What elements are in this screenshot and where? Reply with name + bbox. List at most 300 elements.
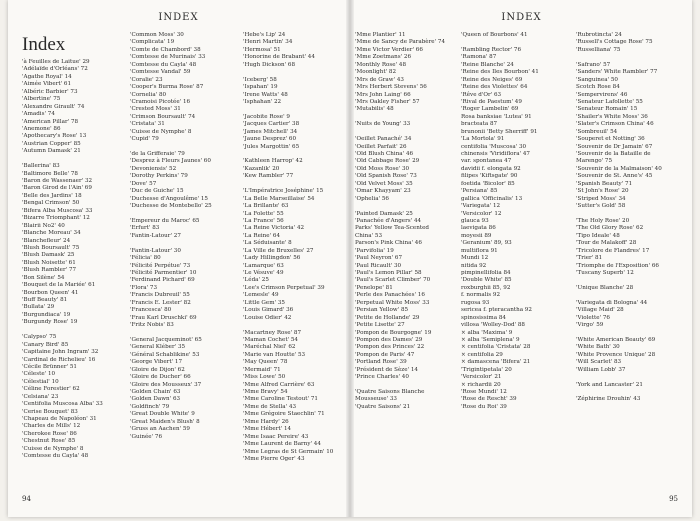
index-entry: Mousseuse' 33	[355, 396, 397, 403]
index-entry: filipes 'Kiftsgate' 90	[461, 173, 518, 180]
index-entry: 'Dove' 57	[130, 180, 157, 187]
index-entry: 'Alexandre Girault' 74	[22, 103, 85, 110]
index-entry: 'Duchesse d'Angoulême' 15	[130, 195, 208, 202]
index-entry: 'William Lobb' 37	[576, 366, 626, 373]
index-entry: 'Common Moss' 30	[130, 32, 184, 38]
index-entry: 'Fantin-Latour' 27	[130, 232, 181, 239]
index-entry: 'Triomphe de l'Exposition' 66	[576, 262, 659, 269]
left-page	[8, 0, 349, 517]
index-entry: 'Albertine' 75	[22, 96, 61, 103]
index-entry: 'Bizarre Triomphant' 12	[22, 215, 90, 222]
index-column	[130, 32, 212, 441]
index-entry: × alba 'Semiplena' 9	[461, 336, 520, 343]
index-entry: 'Guinée' 76	[130, 433, 163, 440]
index-entry: 'Centifolia Muscosa Alba' 33	[22, 401, 103, 408]
index-entry: 'Souperet et Notting' 36	[576, 136, 645, 143]
index-entry: 'Senateur Romain' 15	[576, 106, 638, 113]
index-entry: 'Président de Sèze' 14	[355, 366, 418, 373]
index-entry: 'Anemone' 86	[22, 125, 61, 132]
index-entry: 'White Provence Unique' 28	[576, 351, 656, 358]
index-entry: 'Cardinal de Richelieu' 16	[22, 356, 96, 363]
index-entry: 'Francesca' 80	[130, 307, 172, 314]
index-entry: 'Autumn Damask' 21	[22, 148, 81, 155]
index-letter-gap	[130, 240, 212, 247]
index-entry: × richardii 20	[461, 381, 501, 388]
index-entry: davidii f. elongata 92	[461, 165, 521, 172]
index-entry: 'Perpetual White Moss' 33	[355, 299, 430, 306]
index-entry: 'Devoniensis' 52	[130, 165, 177, 172]
index-entry: 'Tipo Ideale' 48	[576, 232, 620, 239]
index-entry: 'Shailer's White Moss' 36	[576, 113, 648, 120]
index-letter-gap	[576, 277, 662, 284]
index-entry: 'Bifera Alba Muscosa' 33	[22, 207, 93, 214]
index-entry: moyesii 89	[461, 232, 492, 239]
index-entry: 'Charles de Mills' 12	[22, 423, 81, 430]
index-entry: 'Persiana' 85	[461, 188, 498, 195]
index-entry: 'Pompon des Princes' 22	[355, 344, 425, 351]
index-entry: 'Versicolor' 12	[461, 210, 502, 217]
index-entry: 'Old Velvet Moss' 35	[355, 180, 413, 187]
index-entry: 'Iceberg' 58	[243, 76, 277, 83]
index-entry: 'Cerise Bouquet' 83	[22, 408, 78, 415]
index-entry: 'Kew Rambler' 77	[243, 173, 294, 180]
index-entry: 'Will Scarlet' 83	[576, 359, 622, 366]
index-entry: 'Capitaine John Ingram' 32	[22, 349, 99, 356]
index-entry: 'Cristata' 31	[130, 121, 165, 128]
index-entry: 'Sutter's Gold' 58	[576, 203, 626, 210]
index-entry: 'Violette' 76	[576, 314, 610, 321]
index-entry: 'Maman Cochet' 54	[243, 336, 298, 343]
index-entry: 'Unique Blanche' 28	[576, 284, 634, 291]
index-entry: 'Blush Rambler' 77	[22, 267, 77, 274]
index-entry: × alba 'Maxima' 9	[461, 329, 513, 336]
index-entry: 'Moonlight' 82	[355, 69, 397, 76]
index-entry: 'Oeillet Parfait' 26	[355, 143, 407, 150]
index-entry: 'Agathe Royal' 14	[22, 73, 72, 80]
index-entry: 'Mme Victor Verdier' 66	[355, 46, 423, 53]
index-entry: 'Général Schablikine' 53	[130, 351, 200, 358]
index-entry: pimpinellifolia 84	[461, 270, 511, 276]
index-entry: 'Félicité Perpétue' 73	[130, 262, 191, 269]
index-entry: 'Aimée Vibert' 61	[22, 81, 72, 88]
index-entry: 'Rose du Roi' 39	[461, 403, 507, 410]
index-entry: 'Persian Yellow' 85	[355, 307, 409, 314]
index-letter-gap	[243, 151, 333, 158]
index-entry: 'Maréchal Niel' 62	[243, 344, 296, 351]
index-entry: 'La Séduisante' 8	[243, 240, 292, 247]
index-entry: 'Gruss an Aachen' 59	[130, 426, 190, 433]
index-entry: f. normalis 92	[461, 292, 501, 299]
index-entry: 'General Jacqueminot' 65	[130, 336, 202, 343]
index-entry: 'Roger Lambelin' 69	[461, 106, 519, 113]
index-entry: 'White Bath' 30	[576, 344, 620, 351]
index-entry: × centifolia 'Cristata' 28	[461, 344, 531, 351]
index-entry: Parson's Pink China' 46	[355, 240, 422, 247]
index-entry: rugosa 93	[461, 299, 490, 306]
index-entry: 'Reine des Neiges' 69	[461, 76, 523, 83]
index-entry: 'Lemesle' 49	[243, 292, 279, 299]
index-entry: 'Souvenir de Dr Jamain' 67	[576, 143, 653, 150]
index-entry: 'Louis Gimard' 36	[243, 307, 294, 314]
index-entry: Parks' Yellow Tea-Scented	[355, 225, 429, 232]
index-entry: 'Blush Boursault' 75	[22, 244, 80, 251]
index-entry: 'Bourbon Queen' 41	[22, 289, 79, 296]
book-spread	[8, 0, 692, 517]
index-entry: 'Kazanlik' 20	[243, 165, 280, 172]
index-entry: 'Pompon de Bourgogne' 19	[355, 329, 432, 336]
index-entry: laevigata 86	[461, 225, 496, 232]
index-entry: 'Mme Alfred Carrière' 63	[243, 381, 315, 388]
index-entry: 'Complicata' 19	[130, 39, 175, 46]
index-entry: 'Portland Rose' 39	[355, 359, 407, 366]
running-head-right: INDEX	[501, 12, 542, 23]
index-entry: 'Mrs Oakley Fisher' 57	[355, 98, 420, 105]
index-entry: 'Old Blush China' 46	[355, 151, 414, 157]
index-entry: 'Rose Mundi' 12	[461, 389, 507, 395]
index-entry: 'Mme Legras de St Germain' 10	[243, 448, 334, 455]
index-entry: 'Painted Damask' 25	[355, 210, 413, 217]
index-entry: 'Rêve d'Or' 63	[461, 91, 502, 98]
index-entry: 'Jules Margottin' 65	[243, 143, 300, 150]
index-entry: 'Oeillet Panaché' 34	[355, 136, 412, 143]
index-entry: 'Mrs de Graw' 43	[355, 76, 404, 83]
index-letter-gap	[130, 211, 212, 218]
index-entry: 'Burgundiaca' 19	[22, 311, 71, 318]
index-entry: 'Comte de Chambord' 38	[130, 46, 201, 53]
index-letter-gap	[130, 144, 212, 151]
index-entry: 'Perle des Panachées' 16	[355, 292, 425, 299]
index-entry: 'Fantin-Latour' 30	[130, 247, 181, 254]
index-entry: nitida 92	[461, 262, 487, 269]
index-letter-gap	[355, 129, 445, 136]
index-entry: 'Cherokee Rose' 86	[22, 430, 77, 437]
index-entry: 'Quatre Saisons' 21	[355, 403, 411, 410]
index-entry: 'The Old Glory Rose' 62	[576, 225, 644, 232]
index-entry: foetida 'Bicolor' 85	[461, 180, 515, 187]
index-entry: 'Henri Martin' 34	[243, 39, 293, 46]
index-entry: 'Senateur Lafollette' 55	[576, 98, 643, 105]
index-entry: 'Blush Noisette' 61	[22, 259, 76, 266]
index-entry: 'Paul's Lemon Pillar' 58	[355, 270, 422, 276]
index-entry: 'Great Maiden's Blush' 8	[130, 418, 200, 425]
index-entry: 'Ophelia' 56	[355, 195, 389, 202]
index-entry: 'Safrano' 57	[576, 61, 611, 68]
right-page	[351, 0, 692, 517]
index-entry: 'La Reine Victoria' 42	[243, 225, 305, 232]
index-entry: gallica 'Officinalis' 13	[461, 195, 523, 202]
index-entry: 'Mme Plantier' 11	[355, 32, 406, 38]
index-entry: 'Hebe's Lip' 24	[243, 32, 286, 38]
index-entry: 'Francis Dubreuil' 55	[130, 292, 190, 299]
index-entry: 'Russelliana' 75	[576, 46, 621, 53]
index-entry: 'Rubrotincta' 24	[576, 32, 622, 38]
index-entry: 'Nuits de Young' 33	[355, 121, 411, 128]
index-entry: 'Reine des Iles Bourbon' 41	[461, 69, 539, 76]
index-entry: 'Double White' 85	[461, 277, 512, 284]
index-entry: 'Félicité Parmentier' 10	[130, 270, 197, 276]
index-entry: 'Frau Karl Druschki' 69	[130, 314, 197, 321]
index-entry: 'Bengal Crimson' 50	[22, 200, 80, 207]
index-entry: 'Souvenir de St. Anne's' 45	[576, 173, 653, 180]
index-entry: 'Céline Forestier' 62	[22, 386, 80, 393]
page-number-left: 94	[22, 495, 31, 503]
index-entry: 'Cornelia' 80	[130, 91, 167, 98]
index-entry: 'Dorothy Perkins' 79	[130, 173, 188, 180]
index-entry: 'Sanguinea' 50	[576, 76, 618, 83]
index-entry: 'Flora' 73	[130, 284, 158, 291]
index-entry: 'Baron Girod de l'Ain' 69	[22, 185, 92, 192]
index-column	[355, 32, 445, 411]
index-entry: 'Russell's Cottage Rose' 75	[576, 39, 653, 46]
index-entry: 'Mme Hardy' 26	[243, 418, 289, 425]
index-entry: 'Baltimore Belle' 78	[22, 170, 78, 177]
index-entry: 'American Pillar' 78	[22, 118, 79, 125]
index-entry: 'Trier' 81	[576, 255, 603, 262]
index-entry: 'Macartney Rose' 87	[243, 329, 302, 336]
index-entry: 'Souvenir de la Malmaison' 40	[576, 165, 662, 172]
index-entry: 'Jacobite Rose' 9	[243, 113, 290, 120]
index-entry: 'La Ville de Bruxelles' 27	[243, 247, 314, 254]
index-entry: 'Honorine de Brabant' 44	[243, 54, 315, 61]
index-entry: 'Célestial' 10	[22, 378, 59, 385]
index-entry: 'Village Maid' 28	[576, 307, 624, 314]
index-entry: 'Souvenir de la Bataille de	[576, 151, 651, 157]
index-entry: multiflora 91	[461, 247, 498, 254]
index-entry: 'Comtesse de Murinais' 33	[130, 54, 206, 61]
index-entry: 'Comtesse du Cayla' 48	[130, 61, 197, 68]
index-letter-gap	[576, 211, 662, 218]
index-entry: 'La Brillante' 63	[243, 203, 289, 210]
index-letter-gap	[576, 330, 662, 337]
index-letter-gap	[22, 327, 103, 334]
index-entry: 'Omar Khayyam' 23	[355, 188, 411, 195]
index-entry: 'Gloire de Ducher' 66	[130, 374, 191, 381]
index-entry: 'Coralie' 23	[130, 76, 163, 83]
index-entry: 'Lamarque' 63	[243, 262, 284, 269]
index-entry: 'Mutabilis' 48	[355, 106, 394, 113]
index-letter-gap	[461, 39, 539, 46]
index-entry: 'Lady Hillingdon' 56	[243, 255, 301, 262]
index-entry: 'May Queen' 78	[243, 359, 288, 366]
index-entry: 'Celsiana' 23	[22, 393, 59, 400]
index-entry: 'Mme de Stella' 43	[243, 403, 297, 410]
index-entry: 'Queen of Bourbons' 41	[461, 32, 528, 38]
index-entry: 'George Vibert' 17	[130, 359, 183, 366]
index-entry: 'Golden Dawn' 63	[130, 396, 181, 403]
index-entry: glauca 93	[461, 217, 489, 224]
index-entry: 'Mme Grégoire Staechlin' 71	[243, 411, 325, 418]
index-entry: 'Comtesse du Cayla' 48	[22, 453, 89, 460]
index-entry: 'Marie van Houtte' 53	[243, 351, 306, 358]
index-entry: 'Variegata di Bologna' 44	[576, 299, 648, 306]
index-letter-gap	[355, 203, 445, 210]
index-entry: 'Mme Zoetmans' 26	[355, 54, 412, 61]
index-entry: 'Apothecary's Rose' 13	[22, 133, 87, 140]
index-entry: 'Crimson Boursault' 74	[130, 113, 196, 120]
index-entry: 'Fritz Nobis' 83	[130, 322, 174, 329]
index-entry: 'Le Vésuve' 49	[243, 270, 284, 276]
index-entry: 'Reine des Violettes' 64	[461, 84, 528, 91]
index-column	[461, 32, 539, 411]
index-entry: 'Old Cabbage Rose' 29	[355, 158, 420, 165]
index-entry: 'Ispahan' 19	[243, 84, 278, 91]
index-entry: 'Parvifolia' 19	[355, 247, 394, 254]
index-entry: 'Francis E. Lester' 82	[130, 299, 191, 306]
index-entry: Marengo' 75	[576, 158, 613, 165]
index-entry: 'Céleste' 10	[22, 371, 56, 378]
index-letter-gap	[130, 330, 212, 337]
index-entry: 'Tour de Malakoff' 28	[576, 240, 637, 247]
index-entry: 'Cupid' 79	[130, 136, 159, 143]
index-entry: 'La Folette' 55	[243, 210, 284, 217]
index-entry: 'Striped Moss' 34	[576, 195, 626, 202]
index-entry: 'Mrs John Laing' 66	[355, 91, 411, 98]
index-entry: 'Mme Laurent de Barny' 44	[243, 441, 321, 448]
index-entry: 'Ferdinand Pichard' 69	[130, 277, 195, 284]
index-entry: 'à Feuilles de Laitue' 29	[22, 59, 90, 65]
index-column	[243, 32, 333, 463]
index-entry: 'Blanche Moreau' 34	[22, 230, 81, 237]
index-entry: 'Sempervirens' 46	[576, 91, 628, 98]
index-entry: 'Virgo' 59	[576, 322, 604, 329]
index-entry: 'Spanish Beauty' 71	[576, 180, 633, 187]
index-entry: 'York and Lancaster' 21	[576, 381, 643, 388]
index-entry: 'Penelope' 81	[355, 284, 393, 291]
index-entry: × centifolia 29	[461, 351, 503, 358]
index-entry: 'Versicolor' 21	[461, 374, 502, 381]
index-entry: 'Old Spanish Rose' 73	[355, 173, 417, 180]
index-entry: 'Sanders' White Rambler' 77	[576, 69, 658, 76]
index-entry: 'Isphahan' 22	[243, 98, 282, 105]
index-entry: chinensis 'Viridiflora' 47	[461, 151, 530, 157]
index-entry: 'Miss Lowe' 50	[243, 374, 286, 381]
index-entry: 'Mme Hébert' 14	[243, 426, 292, 433]
index-entry: 'Félicia' 80	[130, 255, 161, 262]
index-entry: 'Mermaid' 71	[243, 366, 281, 373]
index-entry: var. spontanea 47	[461, 158, 512, 165]
index-entry: 'Chapeau de Napoléon' 31	[22, 416, 97, 422]
index-entry: 'Irene Watts' 48	[243, 91, 288, 98]
index-entry: 'Kathleen Harrop' 42	[243, 158, 303, 165]
index-entry: brunonii 'Betty Sherriff' 91	[461, 128, 538, 135]
index-entry: 'Calypso' 75	[22, 334, 57, 341]
index-entry: Scotch Rose 84	[576, 84, 620, 91]
index-entry: × damascena 'Bifera' 21	[461, 359, 531, 366]
index-entry: 'Austrian Copper' 85	[22, 140, 81, 147]
page-number-right: 95	[669, 495, 678, 503]
index-entry: 'Bon Silène' 54	[22, 274, 65, 281]
index-entry: 'Blairii No2' 40	[22, 222, 65, 229]
index-entry: 'Canary Bird' 85	[22, 341, 69, 348]
index-entry: 'Jaune Desprez' 60	[243, 136, 297, 143]
index-entry: 'Gloire des Mousseux' 37	[130, 381, 202, 388]
index-entry: 'Crested Moss' 31	[130, 106, 181, 113]
index-entry: 'Cécile Brünner' 51	[22, 363, 77, 370]
index-entry: 'Mme de Sancy de Parabère' 74	[355, 39, 446, 46]
index-entry: 'Léda' 25	[243, 277, 269, 284]
index-entry: 'Louise Odier' 42	[243, 314, 292, 321]
index-entry: 'Bullata' 29	[22, 304, 55, 311]
index-entry: 'Rambling Rector' 76	[461, 46, 522, 53]
index-entry: 'Adélaïde d'Orléans' 72	[22, 66, 88, 73]
index-entry: 'Pompon de Paris' 47	[355, 351, 415, 358]
index-entry: 'Ramona' 87	[461, 54, 497, 61]
index-entry: 'Tricolore de Flandres' 17	[576, 247, 650, 254]
index-entry: 'Slater's Crimson China' 46	[576, 121, 654, 128]
index-entry: 'Gloire de Dijon' 62	[130, 366, 185, 373]
index-letter-gap	[576, 292, 662, 299]
index-column	[22, 59, 103, 461]
index-entry: 'Paul's Scarlet Climber' 70	[355, 277, 431, 284]
index-entry: 'Desprez à Fleurs Jaunes' 60	[130, 158, 211, 165]
index-entry: 'Prince Charles' 40	[355, 374, 409, 381]
index-entry: 'Cuisse de Nymphe' 8	[22, 445, 84, 452]
index-entry: 'Jacques Cartier' 38	[243, 121, 300, 128]
index-entry: 'Rival de Paestum' 49	[461, 98, 522, 105]
index-entry: 'Lee's Crimson Perpetual' 39	[243, 284, 325, 291]
index-entry: 'Old Moss Rose' 30	[355, 165, 410, 172]
index-title: Index	[22, 34, 66, 55]
index-entry: 'Buff Beauty' 81	[22, 297, 68, 303]
index-entry: 'La Belle Marseillaise' 54	[243, 195, 315, 202]
index-entry: 'Paul Ricault' 30	[355, 262, 402, 269]
index-entry: 'Quatre Saisons Blanche	[355, 389, 425, 395]
index-entry: 'Burgundy Rose' 19	[22, 319, 78, 326]
index-entry: 'Belle des Jardins' 18	[22, 192, 82, 199]
index-entry: 'La Mortola' 91	[461, 136, 505, 143]
index-entry: 'Hermosa' 51	[243, 46, 281, 53]
index-entry: 'Empereur du Maroc' 65	[130, 217, 200, 224]
index-entry: 'White American Beauty' 69	[576, 336, 656, 343]
index-entry: 'Cuisse de Nymphe' 8	[130, 128, 192, 135]
index-letter-gap	[243, 69, 333, 76]
index-entry: 'Petite de Hollande' 29	[355, 314, 420, 321]
index-entry: 'Mrs Herbert Stevens' 56	[355, 84, 427, 91]
index-entry: roxburghii 85, 92	[461, 284, 511, 291]
index-entry: 'Variegata' 12	[461, 203, 501, 210]
index-entry: villosa 'Wolley-Dod' 88	[461, 322, 525, 329]
index-entry: 'Monthly Rose' 48	[355, 61, 407, 68]
index-entry: 'Mme Caroline Testout' 71	[243, 396, 318, 403]
index-entry: 'Bouquet de la Mariée' 61	[22, 282, 96, 289]
index-entry: 'Mme Bravy' 54	[243, 389, 288, 395]
index-letter-gap	[576, 54, 662, 61]
index-letter-gap	[576, 374, 662, 381]
index-entry: 'La France' 56	[243, 217, 284, 224]
index-entry: 'L'Impératrice Joséphine' 15	[243, 188, 324, 195]
index-column	[576, 32, 662, 404]
index-letter-gap	[243, 106, 333, 113]
index-entry: 'Baron de Wassenaer' 32	[22, 178, 93, 184]
index-entry: 'Pompon des Dames' 29	[355, 336, 423, 343]
index-entry: sericea f. pteracantha 92	[461, 307, 532, 314]
index-entry: bracteata 87	[461, 121, 498, 128]
index-entry: 'Trigintipetala' 20	[461, 366, 512, 373]
index-entry: 'Ballerina' 83	[22, 163, 60, 170]
index-entry: centifolia 'Muscosa' 30	[461, 143, 527, 150]
index-entry: 'Cooper's Burma Rose' 87	[130, 84, 204, 91]
index-entry: 'Mme Pierre Oger' 43	[243, 455, 305, 462]
index-entry: 'Reine Blanche' 24	[461, 61, 514, 68]
index-entry: 'Albéric Barbier' 73	[22, 88, 78, 95]
index-entry: 'Goldfinch' 79	[130, 403, 170, 410]
index-entry: Mundi 12	[461, 255, 489, 262]
index-entry: 'Chestnut Rose' 85	[22, 438, 76, 445]
index-entry: 'General Kléber' 35	[130, 344, 186, 351]
index-entry: 'Great Double White' 9	[130, 411, 195, 418]
index-letter-gap	[355, 114, 445, 121]
index-entry: 'Geranium' 89, 93	[461, 240, 512, 247]
